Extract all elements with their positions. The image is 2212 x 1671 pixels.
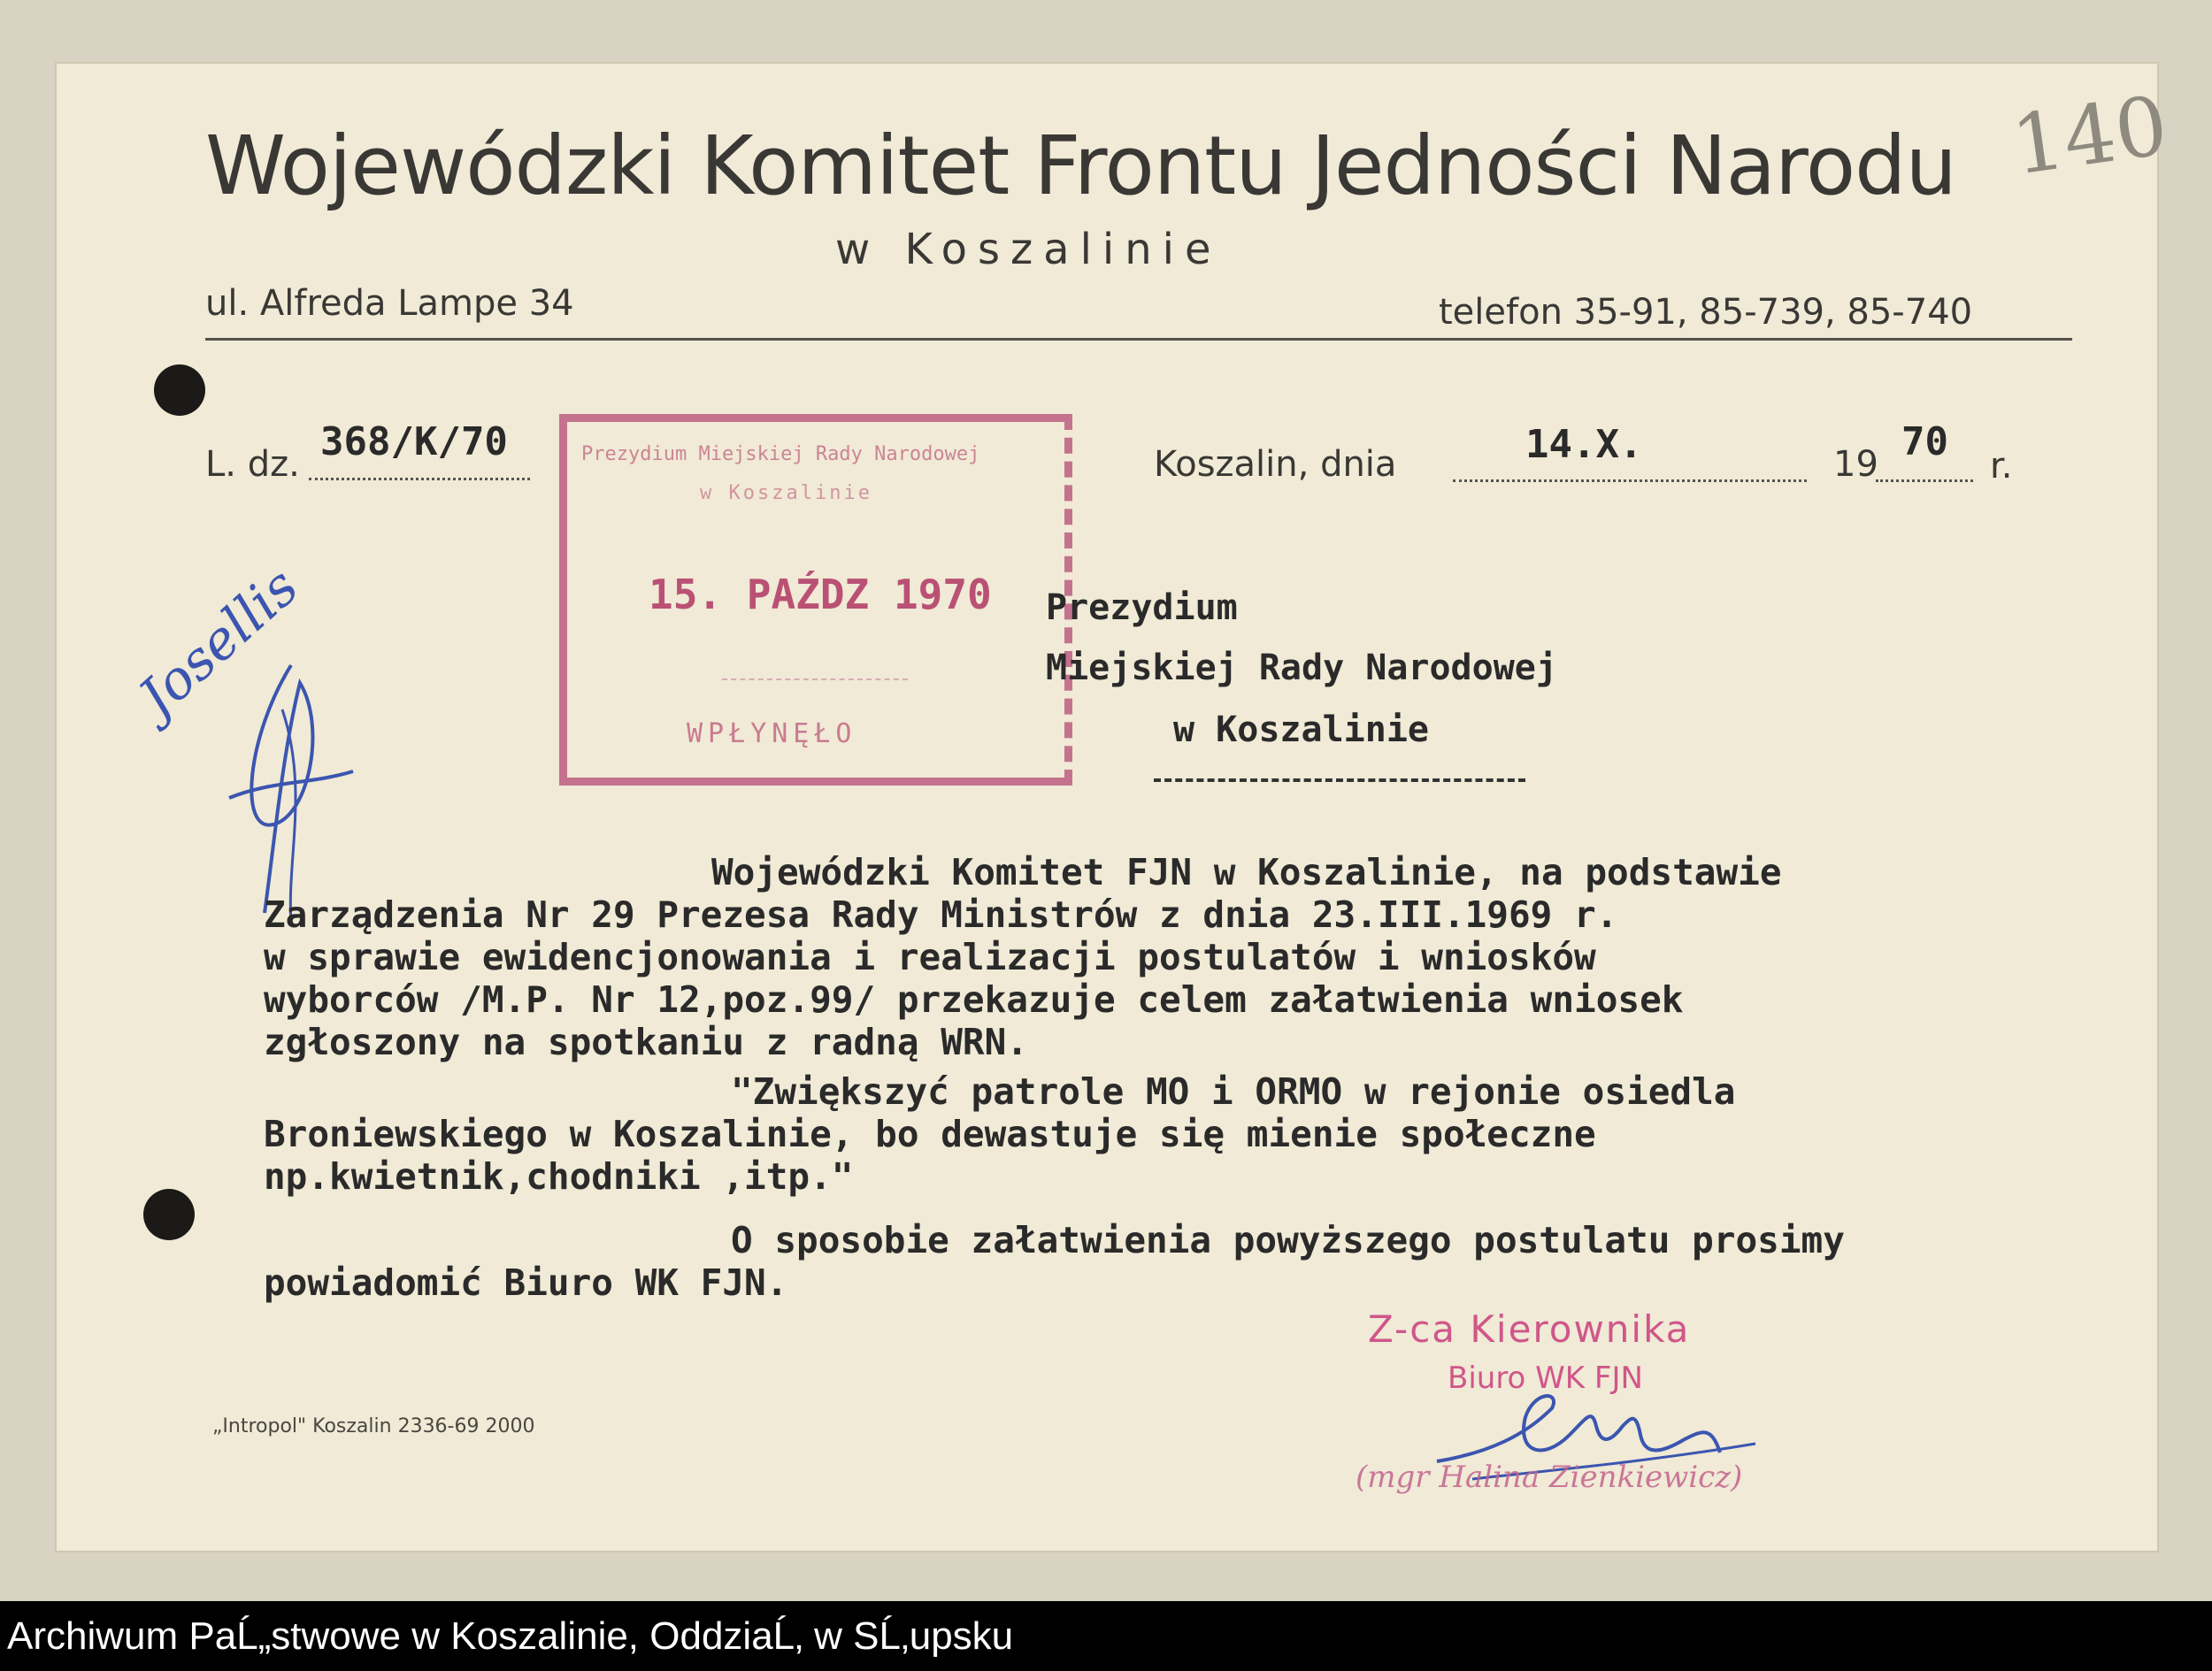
archive-footer: Archiwum PaĹ„stwowe w Koszalinie, OddziaĹ‚ w SĹ‚upsku: [0, 1601, 2212, 1671]
letterhead-rule: [205, 338, 2072, 341]
body-line: wyborców /M.P. Nr 12,poz.99/ przekazuje celem załatwienia wniosek: [264, 978, 1684, 1021]
ref-number: 368/K/70: [320, 419, 508, 464]
ref-label: L. dz.: [205, 444, 300, 485]
date-suffix: r.: [1990, 446, 2013, 487]
received-stamp-date: 15. PAŹDZ 1970: [649, 571, 992, 618]
body-line: w sprawie ewidencjonowania i realizacji postulatów i wniosków: [264, 936, 1596, 978]
punch-hole-bottom: [143, 1189, 195, 1240]
received-stamp-line2: w Koszalinie: [700, 482, 872, 504]
signature-stamp-name: (mgr Halina Zienkiewicz): [1356, 1460, 1743, 1495]
document-page: [55, 62, 2174, 1552]
date-dotted-line: [1453, 479, 1807, 482]
handwritten-initials: [211, 630, 371, 931]
signature-stamp-title: Z-ca Kierownika: [1368, 1307, 1691, 1351]
recipient-line1: Prezydium: [1046, 587, 1238, 628]
body-line: Broniewskiego w Koszalinie, bo dewastuje się mienie społeczne: [264, 1113, 1596, 1155]
date-century: 19: [1833, 444, 1878, 485]
body-line: O sposobie załatwienia powyższego postulatu prosimy: [731, 1219, 1845, 1261]
handwritten-note: Josellis: [127, 556, 311, 730]
received-stamp: [559, 414, 1072, 786]
body-line: Wojewódzki Komitet FJN w Koszalinie, na podstawie: [711, 851, 1782, 893]
signature-stamp-office: Biuro WK FJN: [1448, 1361, 1643, 1396]
recipient-line2: Miejskiej Rady Narodowej: [1046, 648, 1557, 688]
letterhead-subtitle: w Koszalinie: [835, 225, 1222, 274]
ref-dotted-line: [309, 478, 530, 480]
recipient-line3: w Koszalinie: [1173, 709, 1429, 750]
archive-number: 140: [2006, 78, 2174, 194]
year-dotted-line: [1876, 479, 1973, 482]
printer-mark: „Intropol" Koszalin 2336-69 2000: [212, 1415, 535, 1437]
date-day-month: 14.X.: [1525, 422, 1643, 467]
body-line: powiadomić Biuro WK FJN.: [264, 1261, 788, 1304]
letterhead-address: ul. Alfreda Lampe 34: [205, 283, 574, 324]
recipient-underline: [1154, 778, 1525, 782]
body-line: "Zwiększyć patrole MO i ORMO w rejonie osiedla: [731, 1070, 1736, 1113]
letterhead-title: Wojewódzki Komitet Frontu Jedności Narodu: [205, 119, 1956, 213]
received-stamp-line1: Prezydium Miejskiej Rady Narodowej: [581, 443, 980, 465]
body-line: np.kwietnik,chodniki ,itp.": [264, 1155, 854, 1198]
date-place: Koszalin, dnia: [1154, 444, 1397, 485]
punch-hole-top: [154, 364, 205, 416]
received-stamp-divider: [722, 678, 908, 680]
letterhead-phone: telefon 35-91, 85-739, 85-740: [1439, 292, 1973, 333]
received-stamp-label: WPŁYNĘŁO: [687, 718, 857, 749]
date-year: 70: [1901, 419, 1948, 464]
body-line: Zarządzenia Nr 29 Prezesa Rady Ministrów z dnia 23.III.1969 r.: [264, 893, 1618, 936]
body-line: zgłoszony na spotkaniu z radną WRN.: [264, 1021, 1028, 1063]
